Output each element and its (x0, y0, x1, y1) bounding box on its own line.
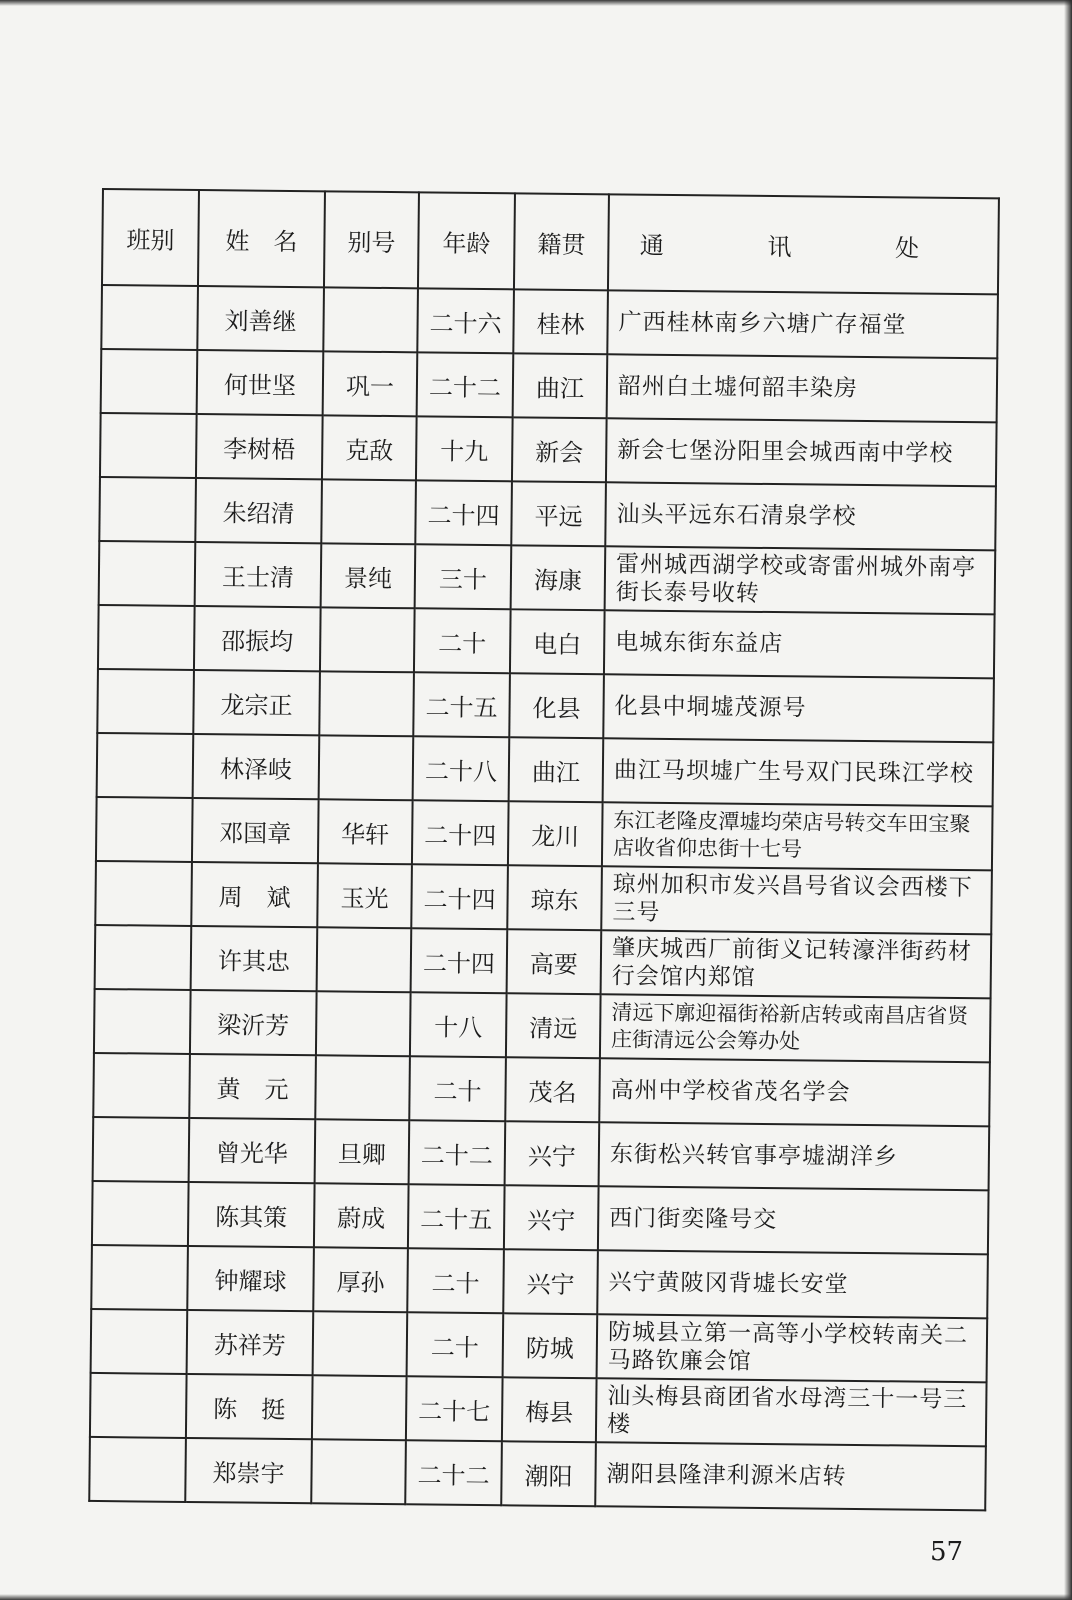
cell-native-place: 龙川 (508, 801, 603, 866)
cell-age: 二十四 (411, 864, 508, 929)
cell-address: 曲江马坝墟广生号双门民珠江学校 (603, 738, 994, 806)
cell-native-place: 电白 (510, 609, 605, 674)
cell-alias (312, 1375, 407, 1440)
table-row (91, 1309, 988, 1382)
cell-address: 化县中垌墟茂源号 (603, 674, 994, 742)
table-row (96, 797, 993, 870)
cell-age: 十八 (410, 992, 507, 1057)
cell-class (99, 477, 196, 542)
cell-age: 二十五 (413, 672, 510, 737)
cell-native-place: 曲江 (509, 737, 604, 802)
cell-class (95, 925, 192, 990)
cell-native-place: 高要 (507, 929, 602, 994)
scan-edge-bottom (0, 1594, 1072, 1600)
cell-native-place: 清远 (506, 993, 601, 1058)
cell-native-place: 兴宁 (504, 1185, 599, 1250)
cell-class (91, 1309, 188, 1374)
cell-alias (315, 1055, 410, 1120)
cell-age: 二十 (407, 1312, 504, 1377)
cell-class (97, 669, 194, 734)
cell-native-place: 兴宁 (503, 1249, 598, 1314)
cell-address: 东街松兴转官事亭墟湖洋乡 (599, 1122, 990, 1190)
cell-native-place: 梅县 (502, 1377, 597, 1442)
header-address: 通 讯 处 (608, 194, 999, 294)
cell-name: 龙宗正 (193, 670, 320, 735)
header-name: 姓 名 (198, 190, 325, 287)
table-row (93, 1053, 990, 1126)
cell-address: 兴宁黄陂冈背墟长安堂 (597, 1250, 988, 1318)
cell-native-place: 化县 (509, 673, 604, 738)
cell-alias (319, 671, 414, 736)
cell-name: 邵振均 (194, 606, 321, 671)
cell-class (99, 541, 196, 606)
cell-alias (313, 1311, 408, 1376)
cell-alias: 巩一 (323, 351, 418, 416)
cell-alias: 旦卿 (315, 1119, 410, 1184)
cell-name: 许其忠 (191, 926, 318, 991)
cell-native-place: 防城 (503, 1313, 598, 1378)
cell-name: 何世坚 (197, 350, 324, 415)
cell-age: 二十七 (406, 1376, 503, 1441)
cell-name: 林泽岐 (193, 734, 320, 799)
cell-name: 周 斌 (191, 862, 318, 927)
cell-address: 肇庆城西厂前街义记转濠泮街药材行会馆内郑馆 (601, 930, 992, 998)
cell-native-place: 兴宁 (505, 1121, 600, 1186)
cell-alias: 克敌 (322, 415, 417, 480)
header-age: 年龄 (418, 192, 515, 289)
cell-native-place: 桂林 (513, 289, 608, 354)
table-row (98, 605, 995, 678)
scan-edge-right (1064, 0, 1072, 1600)
cell-alias (319, 735, 414, 800)
cell-alias (316, 991, 411, 1056)
cell-alias: 蔚成 (314, 1183, 409, 1248)
cell-name: 梁沂芳 (190, 990, 317, 1055)
cell-native-place: 茂名 (505, 1057, 600, 1122)
cell-age: 二十二 (417, 352, 514, 417)
table-row (92, 1181, 989, 1254)
table-row (97, 669, 994, 742)
cell-address: 西门街奕隆号交 (598, 1186, 989, 1254)
table-row (91, 1245, 988, 1318)
table-row (101, 285, 998, 358)
table-row (90, 1373, 987, 1446)
table-row (99, 541, 996, 614)
cell-alias: 华轩 (318, 799, 413, 864)
cell-address: 潮阳县隆津利源米店转 (595, 1442, 986, 1510)
cell-alias (321, 479, 416, 544)
cell-alias: 玉光 (317, 863, 412, 928)
cell-class (93, 1053, 190, 1118)
cell-native-place: 潮阳 (501, 1441, 596, 1506)
table-row (95, 925, 992, 998)
cell-name: 刘善继 (197, 286, 324, 351)
cell-age: 二十四 (415, 480, 512, 545)
cell-class (97, 733, 194, 798)
cell-age: 二十八 (413, 736, 510, 801)
cell-native-place: 平远 (511, 481, 606, 546)
cell-address: 广西桂林南乡六塘广存福堂 (607, 290, 998, 358)
cell-name: 陈 挺 (186, 1374, 313, 1439)
cell-age: 二十 (409, 1056, 506, 1121)
cell-alias (320, 607, 415, 672)
cell-address: 韶州白土墟何韶丰染房 (607, 354, 998, 422)
header-class: 班别 (102, 189, 199, 286)
cell-class (91, 1245, 188, 1310)
cell-age: 二十二 (405, 1440, 502, 1505)
cell-age: 二十六 (417, 288, 514, 353)
cell-name: 邓国章 (192, 798, 319, 863)
cell-address: 防城县立第一高等小学校转南关二马路钦廉会馆 (597, 1314, 988, 1382)
table-row (89, 1437, 986, 1510)
cell-age: 二十 (407, 1248, 504, 1313)
table-header (102, 189, 999, 294)
cell-name: 曾光华 (189, 1118, 316, 1183)
cell-class (93, 1117, 190, 1182)
cell-alias (317, 927, 412, 992)
table-row (94, 989, 991, 1062)
cell-class (94, 989, 191, 1054)
cell-address: 雷州城西湖学校或寄雷州城外南亭街长泰号收转 (605, 546, 996, 614)
cell-age: 二十五 (408, 1184, 505, 1249)
cell-alias (311, 1439, 406, 1504)
cell-class (92, 1181, 189, 1246)
cell-name: 王士清 (195, 542, 322, 607)
cell-class (101, 349, 198, 414)
cell-class (89, 1437, 186, 1502)
header-native-place: 籍贯 (514, 193, 609, 290)
table-row (101, 349, 998, 422)
cell-address: 新会七堡汾阳里会城西南中学校 (606, 418, 997, 486)
table-body (89, 285, 998, 1510)
cell-name: 黄 元 (189, 1054, 316, 1119)
cell-alias: 景纯 (321, 543, 416, 608)
cell-class (100, 413, 197, 478)
cell-alias: 厚孙 (313, 1247, 408, 1312)
cell-age: 十九 (416, 416, 513, 481)
table-row (95, 861, 992, 934)
header-row (102, 189, 999, 294)
cell-address: 汕头平远东石清泉学校 (605, 482, 996, 550)
table-row (97, 733, 994, 806)
cell-native-place: 琼东 (507, 865, 602, 930)
header-alias: 别号 (324, 191, 419, 288)
cell-address: 琼州加积市发兴昌号省议会西楼下三号 (601, 866, 992, 934)
cell-native-place: 曲江 (513, 353, 608, 418)
cell-address: 高州中学校省茂名学会 (599, 1058, 990, 1126)
cell-address: 东江老隆皮潭墟均荣店号转交车田宝聚店收省仰忠街十七号 (602, 802, 993, 870)
cell-age: 二十 (414, 608, 511, 673)
cell-alias (323, 287, 418, 352)
cell-age: 二十四 (412, 800, 509, 865)
page-number: 57 (930, 1537, 964, 1567)
cell-class (95, 861, 192, 926)
cell-name: 陈其策 (188, 1182, 315, 1247)
cell-address: 清远下廓迎福街裕新店转或南昌店省贤庄街清远公会筹办处 (600, 994, 991, 1062)
cell-name: 朱绍清 (195, 478, 322, 543)
cell-class (90, 1373, 187, 1438)
cell-class (101, 285, 198, 350)
cell-name: 苏祥芳 (187, 1310, 314, 1375)
cell-name: 李树梧 (196, 414, 323, 479)
cell-age: 三十 (415, 544, 512, 609)
cell-name: 郑崇宇 (185, 1438, 312, 1503)
scan-edge-top (0, 0, 1072, 6)
cell-address: 电城东街东益店 (604, 610, 995, 678)
cell-age: 二十四 (411, 928, 508, 993)
cell-native-place: 海康 (511, 545, 606, 610)
cell-age: 二十二 (409, 1120, 506, 1185)
cell-class (96, 797, 193, 862)
table-row (99, 477, 996, 550)
student-roster-table (88, 188, 1000, 1511)
cell-class (98, 605, 195, 670)
cell-name: 钟耀球 (187, 1246, 314, 1311)
cell-native-place: 新会 (512, 417, 607, 482)
table-row (93, 1117, 990, 1190)
table-row (100, 413, 997, 486)
cell-address: 汕头梅县商团省水母湾三十一号三楼 (596, 1378, 987, 1446)
